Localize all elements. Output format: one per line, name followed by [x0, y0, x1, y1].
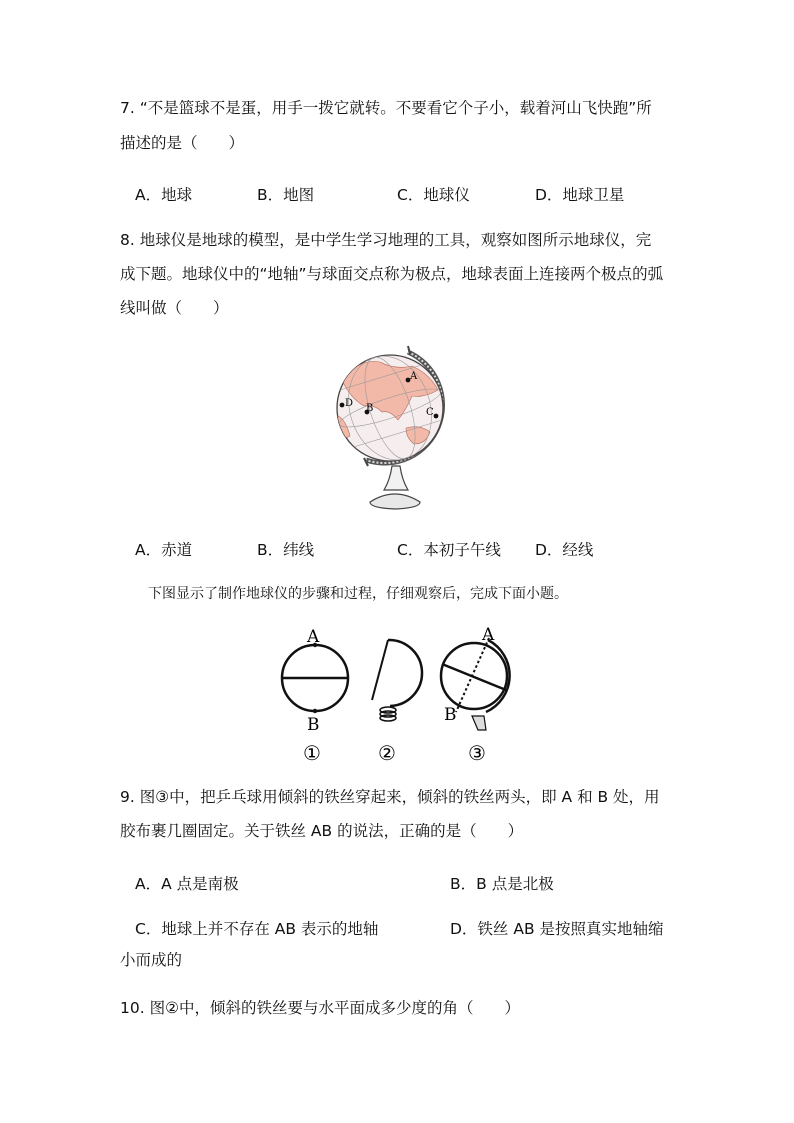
q9-option-d-cont: 小而成的	[120, 951, 183, 969]
globe-label-c: C	[426, 407, 434, 418]
q9-stem-line1: 9. 图③中，把乒乓球用倾斜的铁丝穿起来，倾斜的铁丝两头，即 A 和 B 处，用	[120, 788, 660, 806]
q7-stem-line1: 7. “不是篮球不是蛋，用手一拨它就转。不要看它个子小，载着河山飞快跑”所	[120, 99, 652, 117]
q8-option-a[interactable]: A．赤道	[135, 541, 193, 559]
q8-stem-line3: 线叫做（ ）	[120, 299, 229, 317]
q9-option-c[interactable]: C．地球上并不存在 AB 表示的地轴	[135, 920, 379, 938]
q9-option-d[interactable]: D．铁丝 AB 是按照真实地轴缩	[450, 920, 664, 938]
globe-label-b: B	[366, 403, 374, 414]
step1-label-a: A	[307, 627, 320, 647]
globe-label-a: A	[410, 371, 418, 382]
step3-label-b: B	[444, 705, 457, 725]
globe-label-d: D	[345, 398, 354, 409]
q7-option-b[interactable]: B．地图	[257, 186, 315, 204]
q8-option-b[interactable]: B．纬线	[257, 541, 315, 559]
q8-option-c[interactable]: C．本初子午线	[397, 541, 501, 559]
step-label-2: ②	[378, 741, 396, 765]
q8-stem-line2: 成下题。地球仪中的“地轴”与球面交点称为极点，地球表面上连接两个极点的弧	[120, 265, 664, 283]
step-label-1: ①	[303, 741, 321, 765]
step3-label-a: A	[482, 625, 495, 645]
steps-intro: 下图显示了制作地球仪的步骤和过程，仔细观察后，完成下面小题。	[148, 586, 568, 602]
q7-option-c[interactable]: C．地球仪	[397, 186, 470, 204]
q9-stem-line2: 胶布裹几圈固定。关于铁丝 AB 的说法，正确的是（ ）	[120, 822, 524, 840]
steps-figure	[270, 620, 520, 770]
q9-option-b[interactable]: B．B 点是北极	[450, 875, 554, 893]
q7-option-a[interactable]: A．地球	[135, 186, 193, 204]
q10-stem-line1: 10. 图②中，倾斜的铁丝要与水平面成多少度的角（ ）	[120, 999, 520, 1017]
q8-option-d[interactable]: D．经线	[535, 541, 594, 559]
q7-stem-line2: 描述的是（ ）	[120, 134, 245, 152]
step-label-3: ③	[468, 741, 486, 765]
globe-figure	[320, 340, 470, 515]
step1-label-b: B	[307, 715, 320, 735]
q9-option-a[interactable]: A．A 点是南极	[135, 875, 239, 893]
q8-stem-line1: 8. 地球仪是地球的模型，是中学生学习地理的工具，观察如图所示地球仪，完	[120, 231, 652, 249]
q7-option-d[interactable]: D．地球卫星	[535, 186, 625, 204]
